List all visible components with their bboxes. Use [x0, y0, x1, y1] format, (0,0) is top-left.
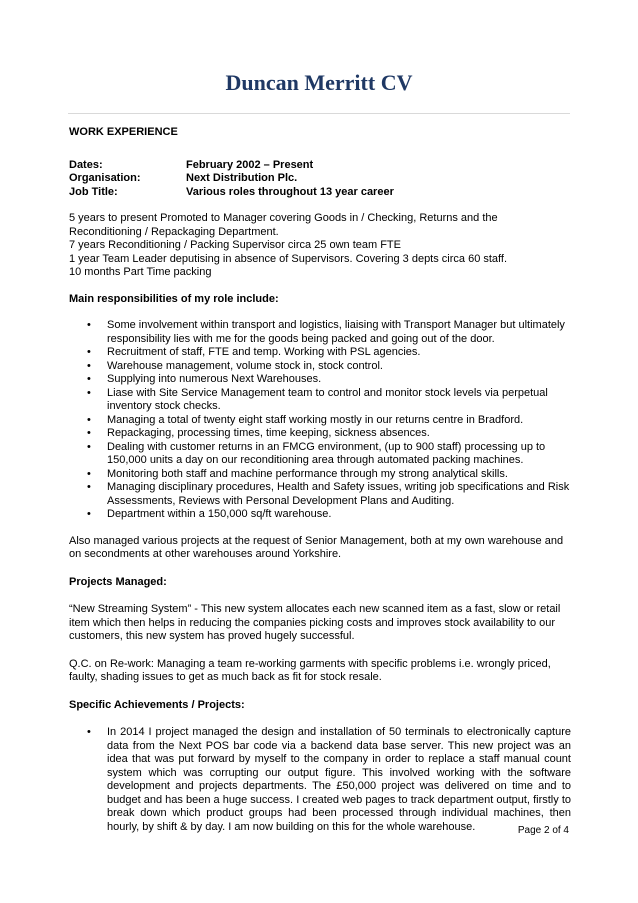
- list-item: • Warehouse management, volume stock in, stock control.: [69, 360, 571, 374]
- detail-value: February 2002 – Present: [186, 158, 314, 171]
- title-divider: [68, 113, 570, 114]
- page-content: [69, 126, 571, 834]
- career-line: 10 months Part Time packing: [69, 266, 212, 278]
- responsibilities-heading: Main responsibilities of my role include:: [69, 292, 279, 305]
- career-summary: [69, 212, 571, 280]
- list-item: • Managing a total of twenty eight staff working mostly in our returns centre in Bradford.: [69, 414, 571, 428]
- career-line: 7 years Reconditioning / Packing Supervisor circa 25 own team FTE: [69, 239, 401, 251]
- detail-label: Job Title:: [69, 185, 118, 198]
- list-item: • Some involvement within transport and logistics, liaising with Transport Manager but ultimately responsibility lies with me for the goods being packed and going out of the door.: [69, 319, 571, 346]
- detail-value: Next Distribution Plc.: [186, 172, 298, 184]
- section-heading-work: WORK EXPERIENCE: [69, 126, 178, 138]
- list-item: • Recruitment of staff, FTE and temp. Working with PSL agencies.: [69, 346, 571, 360]
- page-number: Page 2 of 4: [517, 825, 569, 836]
- list-item: • Monitoring both staff and machine performance through my strong analytical skills.: [69, 468, 571, 482]
- list-item: • Repackaging, processing times, time keeping, sickness absences.: [69, 427, 571, 441]
- list-item: • Managing disciplinary procedures, Health and Safety issues, writing job specifications and Risk Assessments, Reviews with Personal Development Plans and Auditing.: [69, 481, 571, 508]
- career-line: 5 years to present Promoted to Manager covering Goods in / Checking, Returns and the Reconditioning / Repackaging Department.: [69, 212, 498, 238]
- projects-heading: Projects Managed:: [69, 575, 167, 588]
- career-line: 1 year Team Leader deputising in absence of Supervisors. Covering 3 depts circa 60 staff.: [69, 252, 508, 265]
- document-title: Duncan Merritt CV: [225, 70, 413, 95]
- detail-label: Dates:: [69, 158, 103, 171]
- list-item: • Supplying into numerous Next Warehouses.: [69, 373, 571, 387]
- project-paragraph: “New Streaming System” - This new system allocates each new scanned item as a fast, slow or retail item which then helps in reducing the companies picking costs and improves stock availability to our customers, this new system has proved hugely successful.: [69, 603, 561, 642]
- detail-value: Various roles throughout 13 year career: [186, 185, 394, 198]
- list-item: • Liase with Site Service Management team to control and monitor stock levels via perpetual inventory stock checks.: [69, 387, 571, 414]
- list-item: • Dealing with customer returns in an FMCG environment, (up to 900 staff) processing up to 150,000 units a day on our reconditioning area through automated packing machines.: [69, 441, 571, 468]
- detail-label: Organisation:: [69, 172, 141, 184]
- job-details: [69, 159, 571, 200]
- achievements-heading: Specific Achievements / Projects:: [69, 698, 245, 711]
- list-item: • In 2014 I project managed the design and installation of 50 terminals to electronically capture data from the Next POS bar code via a backend data base server. This new project was an idea that was put forward by myself to the company in order to replace a staff manual count system which was corrupting our output figure. This involved working with the software development and projects departments. The £50,000 project was delivered on time and to budget and has been a huge success. I created web pages to track department output, firstly to break down which product groups had been processed through individual machines, then hourly, by shift & by day. I am now building on this for the whole warehouse.: [69, 726, 571, 834]
- project-paragraph: Q.C. on Re-work: Managing a team re-working garments with specific problems i.e. wrongly priced, faulty, shading issues to get as much back as fit for stock resale.: [69, 657, 551, 683]
- achievements-list: [69, 726, 571, 834]
- responsibilities-list: [69, 319, 571, 522]
- also-managed-paragraph: Also managed various projects at the request of Senior Management, both at my own warehouse and on secondments at other warehouses around Yorkshire.: [69, 534, 564, 560]
- list-item: • Department within a 150,000 sq/ft warehouse.: [69, 508, 571, 522]
